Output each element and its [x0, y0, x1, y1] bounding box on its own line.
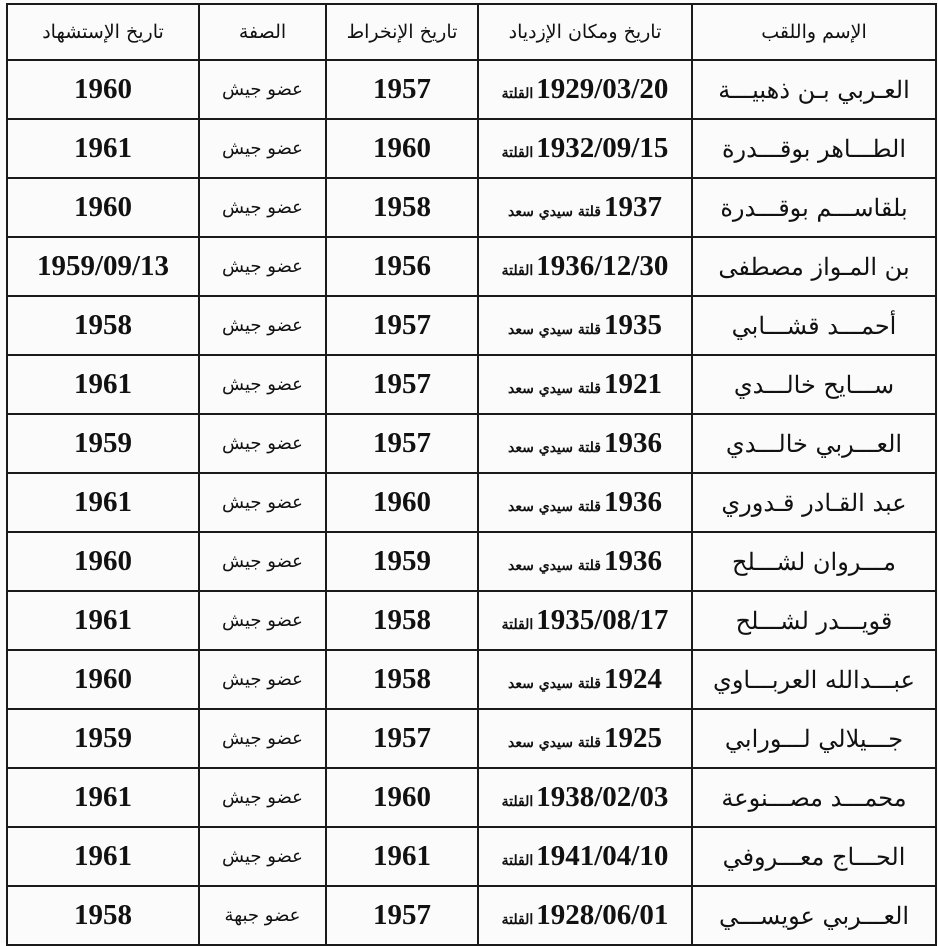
martyrdom-cell: 1960 — [7, 60, 199, 119]
table-header-row — [7, 4, 936, 60]
birth-cell — [478, 296, 692, 355]
martyrdom-cell: 1959 — [7, 709, 199, 768]
birth-date: 1941/04/10 — [536, 840, 669, 872]
enlistment-cell: 1960 — [326, 768, 478, 827]
birth-cell — [478, 827, 692, 886]
birth-cell — [478, 60, 692, 119]
birth-cell — [478, 591, 692, 650]
birth-cell — [478, 119, 692, 178]
table-row — [7, 768, 936, 827]
name-cell: بلقاســـم بوقـــدرة — [692, 178, 936, 237]
role-cell: عضو جيش — [199, 650, 326, 709]
enlistment-cell: 1957 — [326, 60, 478, 119]
table-row — [7, 119, 936, 178]
birth-cell — [478, 355, 692, 414]
birth-date: 1936 — [603, 427, 662, 459]
martyrdom-cell: 1960 — [7, 532, 199, 591]
birth-place: القلتة — [501, 617, 534, 633]
role-cell: عضو جيش — [199, 237, 326, 296]
role-cell: عضو جيش — [199, 355, 326, 414]
birth-date: 1938/02/03 — [536, 781, 669, 813]
table-row — [7, 591, 936, 650]
table-row — [7, 886, 936, 945]
table-row — [7, 355, 936, 414]
birth-cell — [478, 768, 692, 827]
table-row — [7, 414, 936, 473]
birth-place: قلتة سيدي سعد — [508, 204, 601, 220]
enlistment-cell: 1960 — [326, 473, 478, 532]
name-cell: محمـــد مصـــنوعة — [692, 768, 936, 827]
enlistment-cell: 1958 — [326, 650, 478, 709]
role-cell: عضو جيش — [199, 532, 326, 591]
name-cell: عبد القـادر قـدوري — [692, 473, 936, 532]
header-enlistment: تاريخ الإنخراط — [326, 4, 478, 60]
enlistment-cell: 1959 — [326, 532, 478, 591]
birth-cell — [478, 532, 692, 591]
birth-cell — [478, 237, 692, 296]
birth-place: القلتة — [501, 912, 534, 928]
role-cell: عضو جيش — [199, 827, 326, 886]
birth-date: 1936 — [603, 545, 662, 577]
header-name: الإسم واللقب — [692, 4, 936, 60]
table-row — [7, 827, 936, 886]
birth-place: القلتة — [501, 145, 534, 161]
enlistment-cell: 1958 — [326, 178, 478, 237]
birth-date: 1936 — [603, 486, 662, 518]
birth-place: قلتة سيدي سعد — [508, 499, 601, 515]
birth-cell — [478, 414, 692, 473]
enlistment-cell: 1960 — [326, 119, 478, 178]
table-row — [7, 709, 936, 768]
name-cell: قويـــدر لشـــلح — [692, 591, 936, 650]
enlistment-cell: 1957 — [326, 709, 478, 768]
birth-cell — [478, 886, 692, 945]
birth-place: قلتة سيدي سعد — [508, 381, 601, 397]
birth-date: 1932/09/15 — [536, 132, 669, 164]
martyrdom-cell: 1961 — [7, 827, 199, 886]
birth-place: القلتة — [501, 794, 534, 810]
birth-place: قلتة سيدي سعد — [508, 440, 601, 456]
birth-place: القلتة — [501, 263, 534, 279]
birth-date: 1928/06/01 — [536, 899, 669, 931]
martyrdom-cell: 1959/09/13 — [7, 237, 199, 296]
enlistment-cell: 1957 — [326, 886, 478, 945]
name-cell: الطـــاهر بوقـــدرة — [692, 119, 936, 178]
enlistment-cell: 1957 — [326, 296, 478, 355]
name-cell: العـــربي عويســـي — [692, 886, 936, 945]
martyrdom-cell: 1961 — [7, 355, 199, 414]
name-cell: أحمـــد قشـــابي — [692, 296, 936, 355]
birth-place: قلتة سيدي سعد — [508, 558, 601, 574]
name-cell: جـــيلالي لـــورابي — [692, 709, 936, 768]
role-cell: عضو جيش — [199, 414, 326, 473]
birth-date: 1929/03/20 — [536, 73, 669, 105]
table-row — [7, 296, 936, 355]
birth-place: قلتة سيدي سعد — [508, 676, 601, 692]
birth-date: 1924 — [603, 663, 662, 695]
martyrdom-cell: 1961 — [7, 768, 199, 827]
birth-date: 1935 — [603, 309, 662, 341]
table-row — [7, 473, 936, 532]
birth-place: قلتة سيدي سعد — [508, 735, 601, 751]
header-birth: تاريخ ومكان الإزدياد — [478, 4, 692, 60]
birth-cell — [478, 473, 692, 532]
table-row — [7, 650, 936, 709]
table-row — [7, 178, 936, 237]
martyrdom-cell: 1961 — [7, 473, 199, 532]
role-cell: عضو جيش — [199, 119, 326, 178]
role-cell: عضو جيش — [199, 178, 326, 237]
role-cell: عضو جيش — [199, 296, 326, 355]
birth-cell — [478, 650, 692, 709]
enlistment-cell: 1957 — [326, 355, 478, 414]
table-row — [7, 237, 936, 296]
birth-place: القلتة — [501, 853, 534, 869]
name-cell: بن المـواز مصطفى — [692, 237, 936, 296]
table-body — [7, 60, 936, 945]
name-cell: العـــربي خالـــدي — [692, 414, 936, 473]
name-cell: الحـــاج معـــروفي — [692, 827, 936, 886]
role-cell: عضو جيش — [199, 768, 326, 827]
martyrdom-cell: 1960 — [7, 650, 199, 709]
martyrdom-cell: 1961 — [7, 591, 199, 650]
birth-date: 1921 — [603, 368, 662, 400]
name-cell: عبـــدالله العربـــاوي — [692, 650, 936, 709]
martyrdom-cell: 1958 — [7, 296, 199, 355]
role-cell: عضو جيش — [199, 591, 326, 650]
role-cell: عضو جيش — [199, 60, 326, 119]
name-cell: ســـايح خالـــدي — [692, 355, 936, 414]
birth-date: 1925 — [603, 722, 662, 754]
birth-date: 1936/12/30 — [536, 250, 669, 282]
birth-place: القلتة — [501, 86, 534, 102]
martyrdom-cell: 1959 — [7, 414, 199, 473]
role-cell: عضو جيش — [199, 709, 326, 768]
enlistment-cell: 1961 — [326, 827, 478, 886]
name-cell: العـربي بـن ذهبيـــة — [692, 60, 936, 119]
martyrs-table — [6, 3, 937, 946]
role-cell: عضو جيش — [199, 473, 326, 532]
header-martyrdom: تاريخ الإستشهاد — [7, 4, 199, 60]
birth-date: 1935/08/17 — [536, 604, 669, 636]
name-cell: مـــروان لشـــلح — [692, 532, 936, 591]
role-cell: عضو جبهة — [199, 886, 326, 945]
martyrdom-cell: 1961 — [7, 119, 199, 178]
birth-cell — [478, 178, 692, 237]
header-role: الصفة — [199, 4, 326, 60]
enlistment-cell: 1956 — [326, 237, 478, 296]
birth-place: قلتة سيدي سعد — [508, 322, 601, 338]
birth-date: 1937 — [603, 191, 662, 223]
martyrdom-cell: 1958 — [7, 886, 199, 945]
birth-cell — [478, 709, 692, 768]
enlistment-cell: 1958 — [326, 591, 478, 650]
table-row — [7, 60, 936, 119]
enlistment-cell: 1957 — [326, 414, 478, 473]
table-row — [7, 532, 936, 591]
martyrdom-cell: 1960 — [7, 178, 199, 237]
